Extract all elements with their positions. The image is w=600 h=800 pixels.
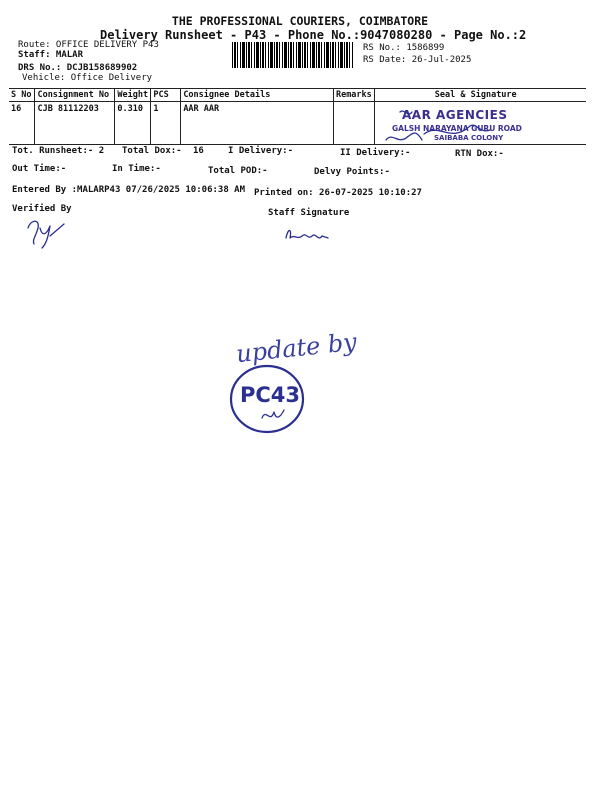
total-dox-label: Total Dox:- [122,146,182,156]
cell-remarks [333,102,374,145]
cell-weight: 0.310 [115,102,151,145]
header-weight: Weight [115,89,151,102]
entered-by: Entered By :MALARP43 07/26/2025 10:06:38 AM [12,185,245,195]
drs-number: DRS No.: DCJB158689902 [18,63,138,73]
staff-signature-label: Staff Signature [268,208,350,218]
delvy-points: Delvy Points:- [314,167,390,177]
agency-stamp-name: AAR AGENCIES [402,108,508,122]
pc43-stamp-label: PC43 [240,383,301,407]
header-consignee: Consignee Details [181,89,334,102]
staff-text: Staff: MALAR [18,50,84,60]
agency-stamp-area: SAIBABA COLONY [434,134,504,142]
header-seal: Seal & Signature [374,89,586,102]
staff-signature [284,224,330,246]
rs-number: RS No.: 1586899 [363,43,445,53]
barcode [232,42,354,68]
runsheet-subtitle: Delivery Runsheet - P43 - Phone No.:9047080280 - Page No.:2 [100,28,527,42]
printed-on: Printed on: 26-07-2025 10:10:27 [254,188,422,198]
i-delivery: I Delivery:- [228,146,294,156]
header-consignment: Consignment No [35,89,115,102]
handwritten-note: update by [234,327,359,369]
cell-consignment: CJB 81112203 [35,102,115,145]
vehicle-text: Vehicle: Office Delivery [22,73,153,83]
document-title: THE PROFESSIONAL COURIERS, COIMBATORE [171,14,429,28]
rs-date: RS Date: 26-Jul-2025 [363,55,472,65]
route-text: Route: OFFICE DELIVERY P43 [18,40,159,50]
cell-consignee: AAR AAR [181,102,334,145]
header-remarks: Remarks [333,89,374,102]
agency-signature-scribble [380,104,580,150]
rtn-dox: RTN Dox:- [455,149,504,159]
cell-pcs: 1 [151,102,181,145]
verified-by-label: Verified By [12,204,72,214]
header-sno: S No [9,89,35,102]
agency-stamp-address: GALSH NARAYANA GURU ROAD [392,124,522,133]
table-header-row [9,89,586,102]
in-time: In Time:- [112,164,161,174]
total-pod: Total POD:- [208,166,268,176]
tot-runsheet: Tot. Runsheet:- 2 [12,146,105,156]
verifier-signature [24,214,70,250]
out-time: Out Time:- [12,164,67,174]
header-pcs: PCS [151,89,181,102]
ii-delivery: II Delivery:- [340,148,411,158]
total-dox-value: 16 [193,146,204,156]
cell-sno: 16 [9,102,35,145]
